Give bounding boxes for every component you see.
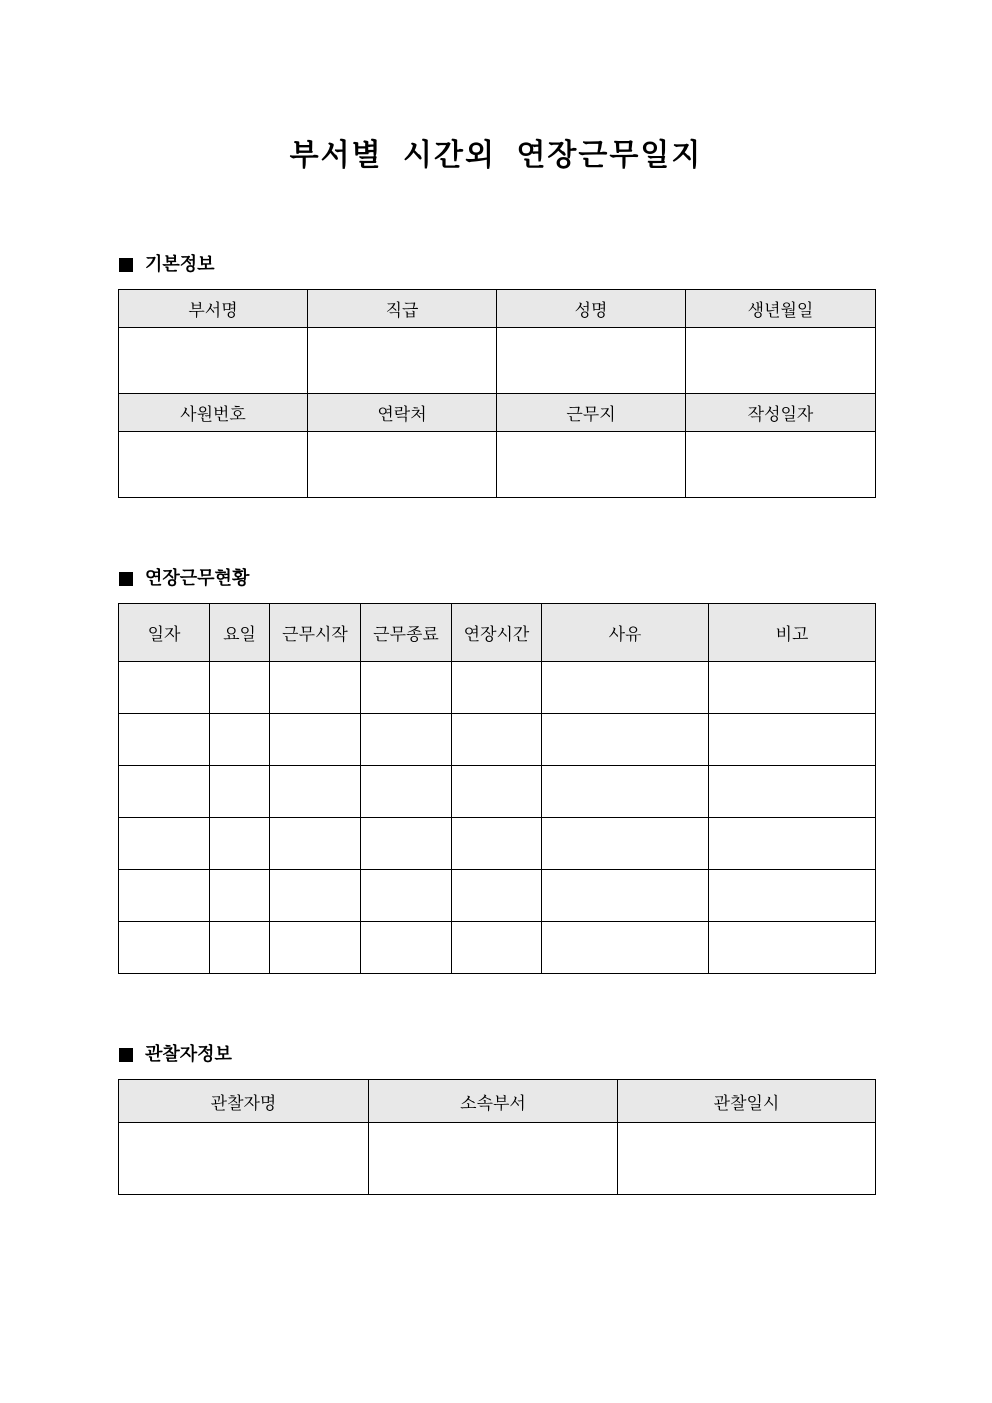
basic-info-header-row bbox=[119, 394, 876, 432]
header-cell-contact: 연락처 bbox=[308, 394, 497, 432]
input-cell-start-time[interactable] bbox=[270, 662, 361, 714]
input-cell-weekday[interactable] bbox=[210, 766, 270, 818]
input-cell-date[interactable] bbox=[119, 662, 210, 714]
input-cell-weekday[interactable] bbox=[210, 714, 270, 766]
input-cell-observer-name[interactable] bbox=[119, 1123, 369, 1195]
input-cell-start-time[interactable] bbox=[270, 870, 361, 922]
input-cell-weekday[interactable] bbox=[210, 870, 270, 922]
table-row bbox=[119, 714, 876, 766]
header-cell-observer-name: 관찰자명 bbox=[119, 1080, 369, 1123]
header-cell-weekday: 요일 bbox=[210, 604, 270, 662]
input-cell-name[interactable] bbox=[497, 328, 686, 394]
input-cell-remarks[interactable] bbox=[709, 818, 876, 870]
observer-input-row bbox=[119, 1123, 876, 1195]
section-heading-label: 기본정보 bbox=[145, 254, 215, 275]
input-cell-reason[interactable] bbox=[542, 922, 709, 974]
header-cell-birthdate: 생년월일 bbox=[686, 290, 876, 328]
input-cell-remarks[interactable] bbox=[709, 662, 876, 714]
header-cell-name: 성명 bbox=[497, 290, 686, 328]
input-cell-department[interactable] bbox=[119, 328, 308, 394]
input-cell-date[interactable] bbox=[119, 766, 210, 818]
basic-info-table bbox=[118, 289, 876, 498]
header-cell-department: 부서명 bbox=[119, 290, 308, 328]
header-cell-position: 직급 bbox=[308, 290, 497, 328]
input-cell-date[interactable] bbox=[119, 818, 210, 870]
input-cell-observer-department[interactable] bbox=[369, 1123, 618, 1195]
input-cell-remarks[interactable] bbox=[709, 714, 876, 766]
input-cell-start-time[interactable] bbox=[270, 714, 361, 766]
input-cell-overtime-hours[interactable] bbox=[452, 766, 542, 818]
header-cell-overtime-hours: 연장시간 bbox=[452, 604, 542, 662]
input-cell-overtime-hours[interactable] bbox=[452, 662, 542, 714]
table-row bbox=[119, 662, 876, 714]
input-cell-workplace[interactable] bbox=[497, 432, 686, 498]
basic-info-header-row bbox=[119, 290, 876, 328]
document-title: 부서별 시간외 연장근무일지 bbox=[289, 138, 703, 173]
input-cell-reason[interactable] bbox=[542, 766, 709, 818]
header-cell-start-time: 근무시작 bbox=[270, 604, 361, 662]
table-row bbox=[119, 818, 876, 870]
table-row bbox=[119, 766, 876, 818]
section-heading-overtime bbox=[119, 567, 249, 591]
basic-info-input-row bbox=[119, 328, 876, 394]
header-cell-end-time: 근무종료 bbox=[361, 604, 452, 662]
section-heading-label: 연장근무현황 bbox=[145, 568, 250, 589]
input-cell-date[interactable] bbox=[119, 922, 210, 974]
input-cell-start-time[interactable] bbox=[270, 818, 361, 870]
input-cell-remarks[interactable] bbox=[709, 870, 876, 922]
observer-header-row bbox=[119, 1080, 876, 1123]
section-heading-label: 관찰자정보 bbox=[145, 1044, 232, 1065]
input-cell-overtime-hours[interactable] bbox=[452, 818, 542, 870]
input-cell-employee-number[interactable] bbox=[119, 432, 308, 498]
input-cell-contact[interactable] bbox=[308, 432, 497, 498]
input-cell-position[interactable] bbox=[308, 328, 497, 394]
input-cell-weekday[interactable] bbox=[210, 662, 270, 714]
input-cell-reason[interactable] bbox=[542, 818, 709, 870]
input-cell-start-time[interactable] bbox=[270, 766, 361, 818]
overtime-header-row bbox=[119, 604, 876, 662]
input-cell-overtime-hours[interactable] bbox=[452, 922, 542, 974]
header-cell-written-date: 작성일자 bbox=[686, 394, 876, 432]
table-row bbox=[119, 922, 876, 974]
observer-info-table bbox=[118, 1079, 876, 1195]
input-cell-written-date[interactable] bbox=[686, 432, 876, 498]
square-bullet-icon bbox=[119, 572, 133, 586]
input-cell-weekday[interactable] bbox=[210, 922, 270, 974]
input-cell-date[interactable] bbox=[119, 714, 210, 766]
input-cell-end-time[interactable] bbox=[361, 870, 452, 922]
input-cell-date[interactable] bbox=[119, 870, 210, 922]
square-bullet-icon bbox=[119, 1048, 133, 1062]
input-cell-observation-datetime[interactable] bbox=[618, 1123, 876, 1195]
input-cell-end-time[interactable] bbox=[361, 714, 452, 766]
input-cell-birthdate[interactable] bbox=[686, 328, 876, 394]
input-cell-weekday[interactable] bbox=[210, 818, 270, 870]
section-heading-basic-info bbox=[119, 253, 215, 277]
input-cell-end-time[interactable] bbox=[361, 818, 452, 870]
input-cell-end-time[interactable] bbox=[361, 922, 452, 974]
overtime-table bbox=[118, 603, 876, 974]
header-cell-employee-number: 사원번호 bbox=[119, 394, 308, 432]
input-cell-overtime-hours[interactable] bbox=[452, 714, 542, 766]
square-bullet-icon bbox=[119, 258, 133, 272]
input-cell-start-time[interactable] bbox=[270, 922, 361, 974]
input-cell-end-time[interactable] bbox=[361, 766, 452, 818]
table-row bbox=[119, 870, 876, 922]
input-cell-reason[interactable] bbox=[542, 870, 709, 922]
header-cell-remarks: 비고 bbox=[709, 604, 876, 662]
input-cell-remarks[interactable] bbox=[709, 766, 876, 818]
header-cell-reason: 사유 bbox=[542, 604, 709, 662]
section-heading-observer bbox=[119, 1043, 232, 1067]
input-cell-reason[interactable] bbox=[542, 662, 709, 714]
input-cell-end-time[interactable] bbox=[361, 662, 452, 714]
input-cell-remarks[interactable] bbox=[709, 922, 876, 974]
header-cell-observer-department: 소속부서 bbox=[369, 1080, 618, 1123]
input-cell-reason[interactable] bbox=[542, 714, 709, 766]
header-cell-workplace: 근무지 bbox=[497, 394, 686, 432]
input-cell-overtime-hours[interactable] bbox=[452, 870, 542, 922]
header-cell-observation-datetime: 관찰일시 bbox=[618, 1080, 876, 1123]
basic-info-input-row bbox=[119, 432, 876, 498]
header-cell-date: 일자 bbox=[119, 604, 210, 662]
